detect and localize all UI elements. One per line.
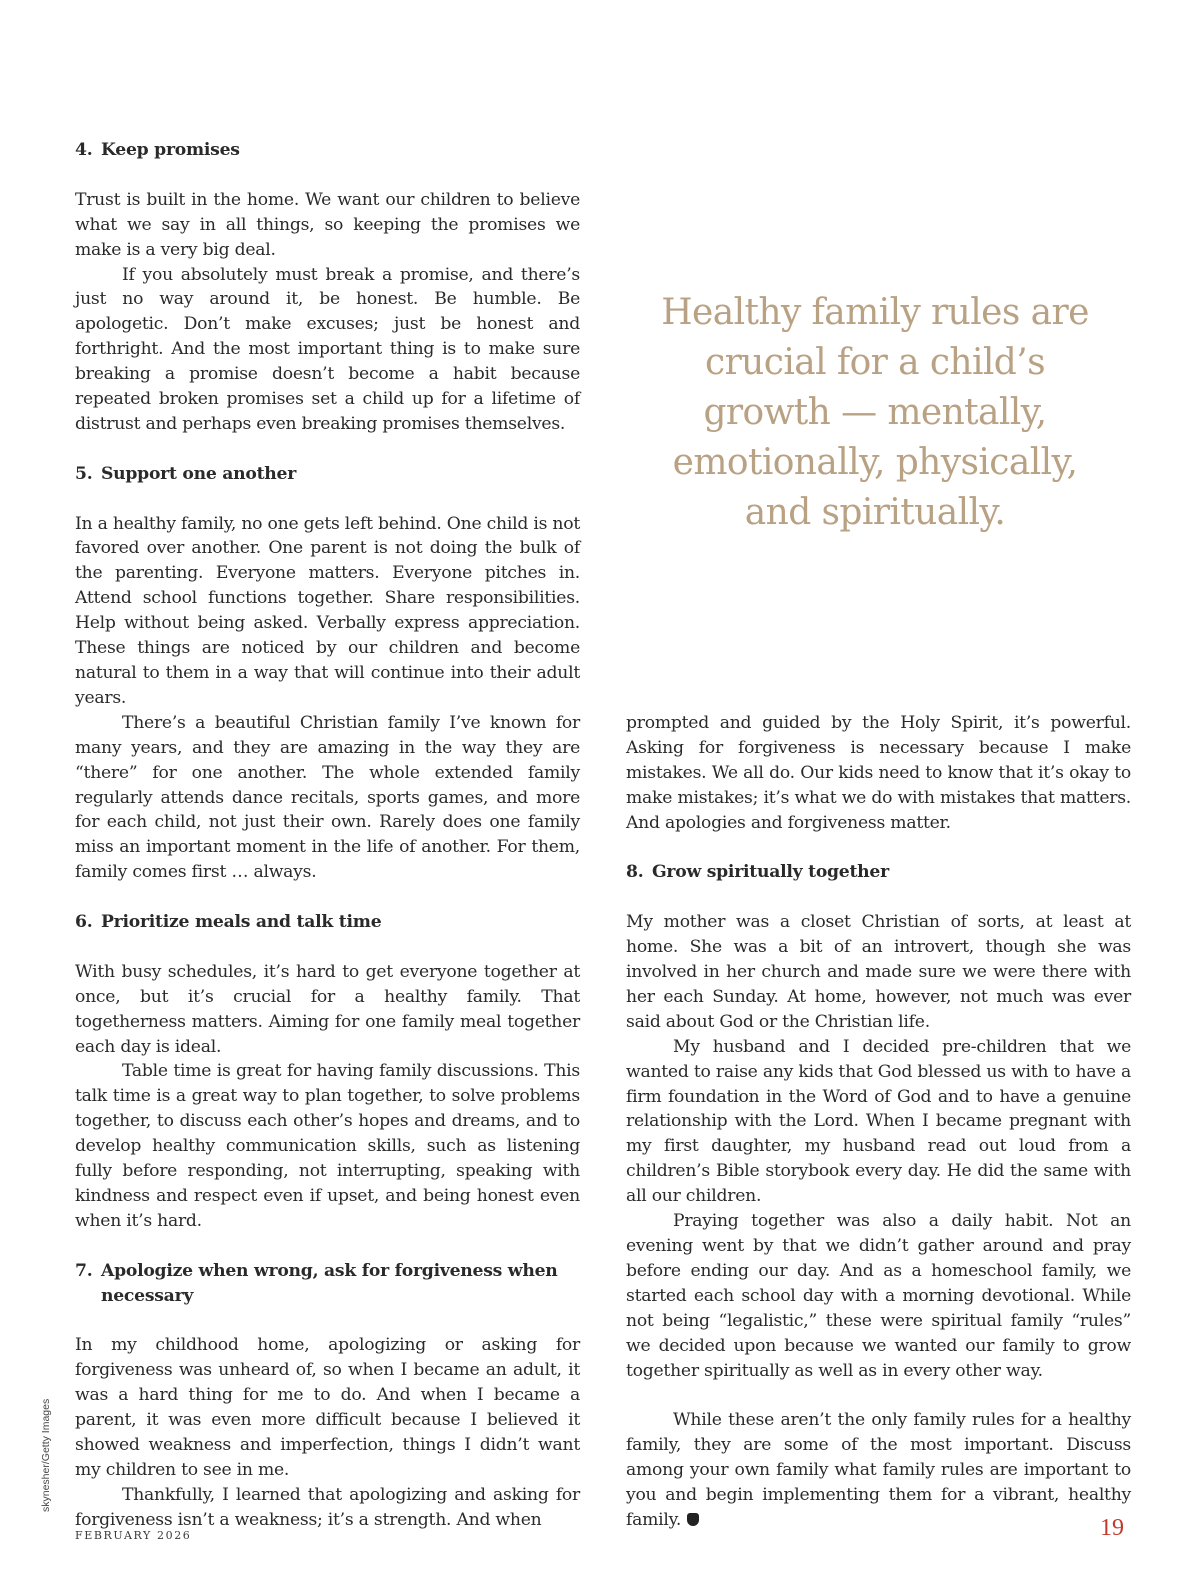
- right-column: [626, 711, 1131, 1533]
- paragraph: In my childhood home, apologizing or asking for forgiveness was unheard of, so when I became an adult, it was a hard thing for me to do. And when I became a parent, it was even more difficult because I believed it showed weakness and imperfection, things I didn’t want my children to see in me.: [75, 1335, 580, 1480]
- section-title: Keep promises: [101, 140, 240, 160]
- section-5-heading: [75, 462, 580, 487]
- end-of-article-shield-icon: [687, 1513, 699, 1526]
- paragraph: Praying together was also a daily habit. Not an evening went by that we didn’t gather around and pray before ending our day. And as a homeschool family, we started each school day with a morning devotional. While not being “legalistic,” these were spiritual family “rules” we decided upon because we wanted our family to grow together spiritually as well as in every other way.: [626, 1211, 1131, 1381]
- paragraph: There’s a beautiful Christian family I’ve known for many years, and they are amazing in the way they are “there” for one another. The whole extended family regularly attends dance recitals, sports games, and more for each child, not just their own. Rarely does one family miss an important moment in the life of another. For them, family comes first … always.: [75, 712, 580, 883]
- paragraph: With busy schedules, it’s hard to get everyone together at once, but it’s crucial for a healthy family. That togetherness matters. Aiming for one family meal together each day is ideal.: [75, 961, 580, 1057]
- section-number: 4.: [75, 140, 93, 160]
- page-number: 19: [1100, 1515, 1124, 1541]
- paragraph: In a healthy family, no one gets left behind. One child is not favored over another. One parent is not doing the bulk of the parenting. Everyone matters. Everyone pitches in. Attend school functions together. Share responsibilities. Help without being asked. Verbally express appreciation. These things are noticed by our children and become natural to them in a way that will continue into their adult years.: [75, 513, 580, 708]
- section-title: Grow spiritually together: [652, 862, 889, 883]
- photo-credit: skynesher/Getty Images: [40, 1398, 52, 1512]
- section-4-heading: [75, 138, 580, 163]
- section-number: 6.: [75, 912, 93, 933]
- paragraph: My husband and I decided pre-children that we wanted to raise any kids that God blessed us with to have a firm foundation in the Word of God and to have a genuine relationship with the Lord. When I became pregnant with my first daughter, my husband read out loud from a children’s Bible storybook every day. He did the same with all our children.: [626, 1036, 1131, 1207]
- issue-date: FEBRUARY 2026: [75, 1529, 192, 1542]
- section-8-heading: [626, 860, 1131, 885]
- closing-text: While these aren’t the only family rules for a healthy family, they are some of the most important. Discuss among your own family what family rules are important to you and begin implementing them for a vibrant, healthy family.: [626, 1410, 1131, 1530]
- paragraph: prompted and guided by the Holy Spirit, it’s powerful. Asking for forgiveness is necessary because I make mistakes. We all do. Our kids need to know that it’s okay to make mistakes; it’s what we do with mistakes that matters. And apologies and forgiveness matter.: [626, 713, 1131, 833]
- paragraph: Trust is built in the home. We want our children to believe what we say in all things, so keeping the promises we make is a very big deal.: [75, 189, 580, 260]
- section-title: Support one another: [101, 463, 297, 484]
- paragraph: My mother was a closet Christian of sorts, at least at home. She was a bit of an introvert, though she was involved in her church and made sure we were there with her each Sunday. At home, however, not much was ever said about God or the Christian life.: [626, 912, 1131, 1032]
- section-number: 8.: [626, 862, 644, 883]
- section-7-heading: [75, 1259, 580, 1309]
- section-number: 7.: [75, 1260, 93, 1281]
- section-6-heading: [75, 910, 580, 935]
- section-number: 5.: [75, 463, 93, 484]
- pull-quote: Healthy family rules are crucial for a child’s growth — mentally, emotionally, physically, and spiritually.: [661, 292, 1089, 533]
- closing-paragraph: [626, 1408, 1131, 1533]
- paragraph: Table time is great for having family discussions. This talk time is a great way to plan together, to solve problems together, to discuss each other’s hopes and dreams, and to develop healthy communication skills, such as listening fully before responding, not interrupting, speaking with kindness and respect even if upset, and being honest even when it’s hard.: [75, 1061, 580, 1231]
- paragraph: If you absolutely must break a promise, and there’s just no way around it, be honest. Be humble. Be apologetic. Don’t make excuses; just be honest and forthright. And the most important thing is to make sure breaking a promise doesn’t become a habit because repeated broken promises set a child up for a lifetime of distrust and perhaps even breaking promises themselves.: [75, 264, 580, 434]
- section-title: Apologize when wrong, ask for forgiveness when necessary: [101, 1260, 558, 1306]
- section-title: Prioritize meals and talk time: [101, 912, 382, 933]
- left-column: [75, 138, 580, 1533]
- paragraph: Thankfully, I learned that apologizing and asking for forgiveness isn’t a weakness; it’s a strength. And when: [75, 1484, 580, 1530]
